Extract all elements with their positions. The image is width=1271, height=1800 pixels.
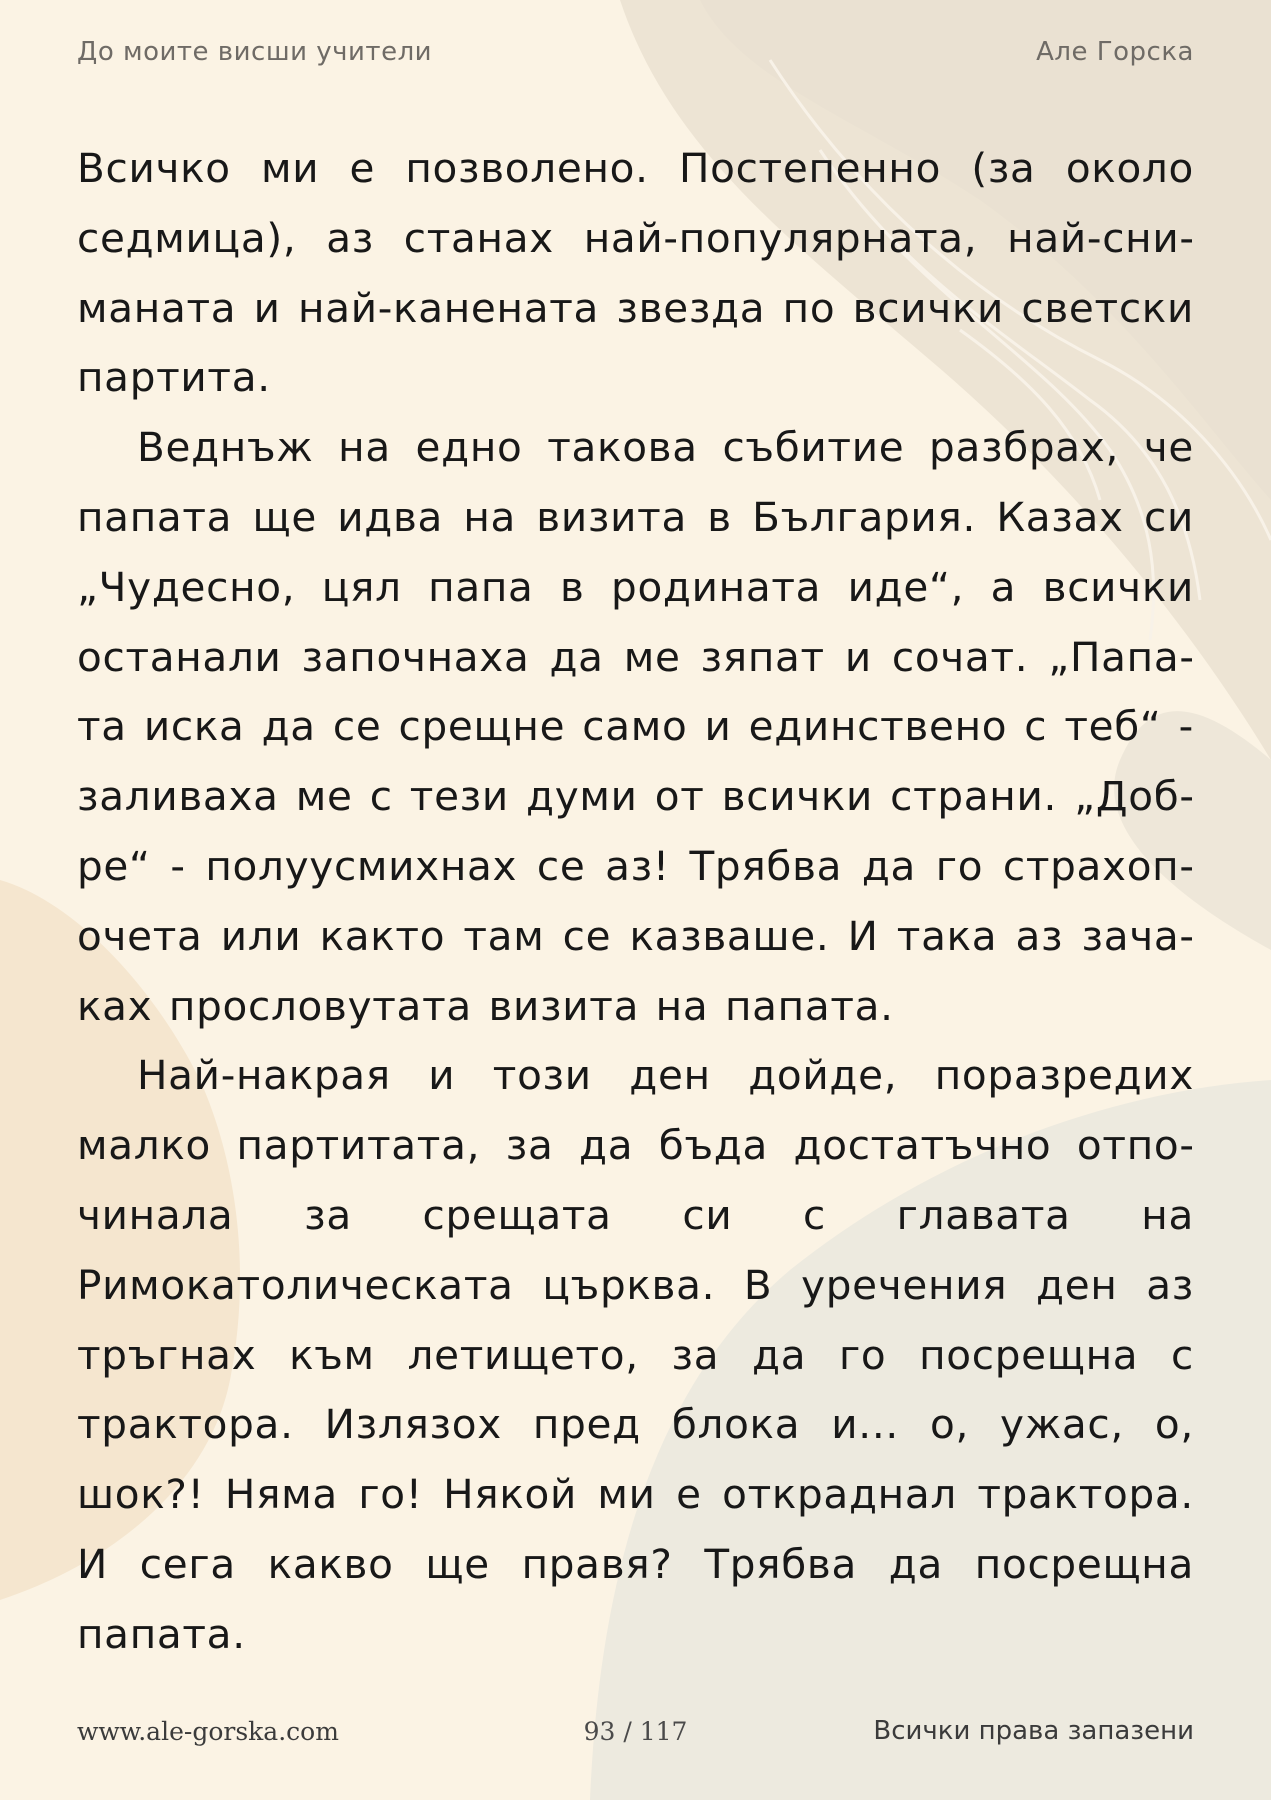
- chapter-text: [77, 134, 1194, 1670]
- book-title: До моите висши учители: [77, 37, 433, 67]
- paragraph: Най-накрая и този ден дойде, поразредих малко партитата, за да бъда достатъчно отпочинала за срещата си с главата на Римокатолическата църква. В уречения ден аз тръгнах към летището, за да го посрещна с трактора. Излязох пред блока и... о, ужас, о, шок?! Няма го! Някой ми е откраднал трактора. И сега какво ще правя? Трябва да посрещна папата.: [77, 1051, 1194, 1658]
- page-footer: [77, 1713, 1194, 1749]
- page-header: [77, 34, 1194, 70]
- page-number: 93 / 117: [583, 1716, 688, 1746]
- paragraph: Всичко ми е позволено. Постепенно (за около седмица), аз станах най-популярната, най-сниманата и най-канената звезда по всички светски партита.: [77, 144, 1194, 402]
- copyright-notice: Всички права запазени: [873, 1716, 1194, 1746]
- website-link[interactable]: www.ale-gorska.com: [77, 1716, 339, 1746]
- paragraph: Веднъж на едно такова събитие разбрах, че папата ще идва на визита в България. Казах си „Чудесно, цял папа в родината иде“, а всички останали започнаха да ме зяпат и сочат. „Папата иска да се срещне само и единствено с теб“ - заливаха ме с тези думи от всички страни. „Добре“ - полуусмихнах се аз! Трябва да го страхопочета или както там се казваше. И така аз зачаках прословутата визита на папата.: [77, 423, 1194, 1030]
- author-name: Але Горска: [1036, 37, 1194, 67]
